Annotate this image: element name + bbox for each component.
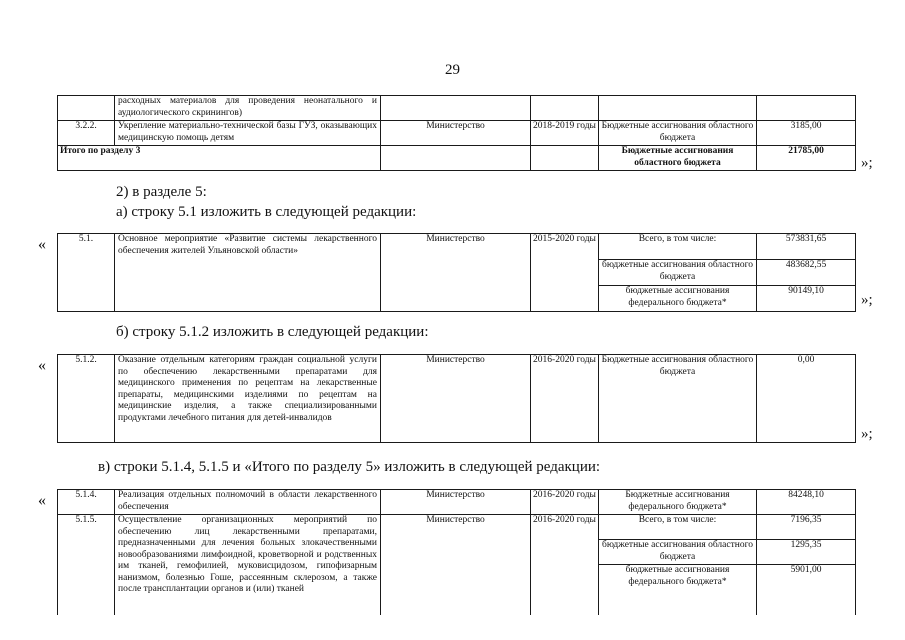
cell-sources	[599, 234, 757, 312]
cell-source: Бюджетные ассигнования федерального бюджета*	[599, 490, 757, 515]
cell-years: 2018-2019 годы	[531, 121, 599, 146]
cell-num: 5.1.	[58, 234, 115, 312]
paragraph-item-b: б) строку 5.1.2 изложить в следующей редакции:	[116, 324, 429, 340]
cell-executor: Министерство	[381, 490, 531, 515]
opening-quote: «	[38, 236, 46, 253]
amount-total: 7196,35	[757, 515, 855, 540]
cell-years: 2015-2020 годы	[531, 234, 599, 312]
opening-quote: «	[38, 492, 46, 509]
cell-name: Оказание отдельным категориям граждан социальной услуги по обеспечению лекарственными препаратами для медицинского применения по рецептам на лекарственные препараты, медицинскими изделиями по рецептам на медицинские изделия, а также специализированными продуктами лечебного питания для детей-инвалидов	[115, 355, 381, 443]
table-row	[58, 355, 856, 443]
amount-federal: 5901,00	[790, 565, 822, 575]
page-number: 29	[445, 62, 460, 78]
cell-name: расходных материалов для проведения неонатального и аудиологического скринингов)	[115, 96, 381, 121]
table-section-3	[57, 95, 856, 171]
amount-total: 573831,65	[757, 234, 855, 260]
cell-amount	[757, 96, 856, 121]
paragraph-item-a: а) строку 5.1 изложить в следующей редакции:	[116, 204, 417, 220]
amount-federal: 90149,10	[788, 286, 824, 296]
source-total: Всего, в том числе:	[599, 515, 756, 540]
amount-regional: 1295,35	[757, 540, 855, 565]
source-federal: бюджетные ассигнования федерального бюджета*	[625, 286, 730, 308]
cell-amount: 3185,00	[757, 121, 856, 146]
cell-executor: Министерство	[381, 121, 531, 146]
table-row-5-1-2	[57, 354, 856, 443]
cell-num: 5.1.2.	[58, 355, 115, 443]
total-label: Итого по разделу 3	[58, 146, 381, 171]
cell-num: 3.2.2.	[58, 121, 115, 146]
table-row	[58, 96, 856, 121]
closing-quote: »;	[861, 292, 873, 308]
cell-years	[531, 96, 599, 121]
cell-source: Бюджетные ассигнования областного бюджета	[599, 121, 757, 146]
source-regional: бюджетные ассигнования областного бюджета	[599, 540, 756, 565]
opening-quote: «	[38, 357, 46, 374]
cell-executor: Министерство	[381, 355, 531, 443]
source-regional: бюджетные ассигнования областного бюджета	[599, 260, 756, 286]
cell-name: Реализация отдельных полномочий в области лекарственного обеспечения	[115, 490, 381, 515]
cell-name: Укрепление материально-технической базы ГУЗ, оказывающих медицинскую помощь детям	[115, 121, 381, 146]
cell-executor	[381, 96, 531, 121]
source-federal: бюджетные ассигнования федерального бюджета*	[625, 565, 730, 587]
amount-regional: 483682,55	[757, 260, 855, 286]
table-row	[58, 490, 856, 515]
table-row	[58, 234, 856, 312]
cell-years: 2016-2020 годы	[531, 515, 599, 616]
cell-source	[599, 96, 757, 121]
cell-years: 2016-2020 годы	[531, 355, 599, 443]
table-row-5-1	[57, 233, 856, 312]
cell-num	[58, 96, 115, 121]
paragraph-item-c: в) строки 5.1.4, 5.1.5 и «Итого по разделу 5» изложить в следующей редакции:	[98, 459, 601, 475]
cell-amounts	[757, 515, 856, 616]
cell-amount: 84248,10	[757, 490, 856, 515]
cell-source: Бюджетные ассигнования областного бюджета	[599, 355, 757, 443]
cell-num: 5.1.5.	[58, 515, 115, 616]
source-total: Всего, в том числе:	[599, 234, 756, 260]
cell-num: 5.1.4.	[58, 490, 115, 515]
total-source: Бюджетные ассигнования областного бюджета	[599, 146, 757, 171]
cell-name: Осуществление организационных мероприятий по обеспечению лиц лекарственными препаратами, предназначенными для лечения больных злокачественными новообразованиями лимфоидной, кроветворной и родственных им тканей, гемофилией, муковисцидозом, гипофизарным нанизмом, болезнью Гоше, рассеянным склерозом, а также после трансплантации органов и (или) тканей	[115, 515, 381, 616]
closing-quote: »;	[861, 426, 873, 442]
cell-executor: Министерство	[381, 234, 531, 312]
total-amount: 21785,00	[757, 146, 856, 171]
total-row	[58, 146, 856, 171]
cell-amount: 0,00	[757, 355, 856, 443]
table-rows-5-1-4-5	[57, 489, 856, 615]
cell-years: 2016-2020 годы	[531, 490, 599, 515]
paragraph-section-5: 2) в разделе 5:	[116, 184, 207, 200]
cell-amounts	[757, 234, 856, 312]
cell-name: Основное мероприятие «Развитие системы лекарственного обеспечения жителей Ульяновской области»	[115, 234, 381, 312]
cell-sources	[599, 515, 757, 616]
table-row	[58, 515, 856, 616]
table-row	[58, 121, 856, 146]
closing-quote: »;	[861, 155, 873, 171]
cell-executor: Министерство	[381, 515, 531, 616]
